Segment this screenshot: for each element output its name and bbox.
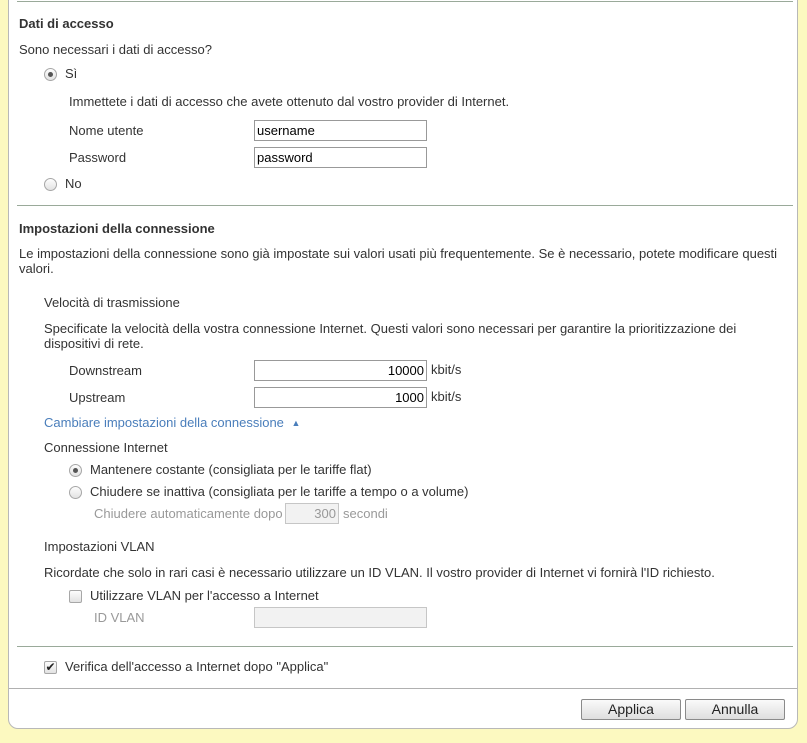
access-no-radio[interactable] — [44, 178, 57, 191]
vlan-id-label: ID VLAN — [94, 610, 145, 625]
close-inactive-radio[interactable] — [69, 486, 82, 499]
section-divider — [17, 205, 793, 206]
downstream-input[interactable]: 10000 — [254, 360, 427, 381]
access-question: Sono necessari i dati di accesso? — [19, 42, 212, 57]
downstream-label: Downstream — [69, 363, 142, 378]
username-input[interactable]: username — [254, 120, 427, 141]
access-no-label[interactable]: No — [65, 176, 82, 191]
keep-constant-label[interactable]: Mantenere costante (consigliata per le tariffe flat) — [90, 462, 372, 477]
auto-close-input[interactable]: 300 — [285, 503, 339, 524]
change-settings-link[interactable] — [44, 415, 300, 430]
password-label: Password — [69, 150, 127, 165]
auto-close-unit: secondi — [343, 506, 388, 521]
vlan-id-input[interactable] — [254, 607, 427, 628]
triangle-up-icon: ▲ — [291, 418, 301, 428]
keep-constant-radio[interactable] — [69, 464, 82, 477]
change-settings-label[interactable]: Cambiare impostazioni della connessione — [44, 415, 284, 430]
vlan-description: Ricordate che solo in rari casi è necessario utilizzare un ID VLAN. Il vostro provider di Internet vi fornirà l'ID richiesto. — [44, 565, 715, 580]
access-heading: Dati di accesso — [19, 16, 114, 31]
downstream-unit: kbit/s — [431, 362, 462, 377]
footer-divider — [9, 688, 797, 689]
verify-label[interactable]: Verifica dell'accesso a Internet dopo "Applica" — [65, 659, 329, 674]
close-inactive-label[interactable]: Chiudere se inattiva (consigliata per le tariffe a tempo o a volume) — [90, 484, 469, 499]
internet-connection-heading: Connessione Internet — [44, 440, 168, 455]
connection-description: Le impostazioni della connessione sono già impostate sui valori usati più frequentemente. Se è necessario, potete modificare questi valori. — [19, 246, 778, 276]
access-yes-label[interactable]: Sì — [65, 66, 78, 81]
apply-button[interactable]: Applica — [581, 699, 681, 720]
upstream-label: Upstream — [69, 390, 126, 405]
password-input[interactable]: password — [254, 147, 427, 168]
access-yes-radio[interactable] — [44, 68, 57, 81]
access-intro: Immettete i dati di accesso che avete ottenuto dal vostro provider di Internet. — [69, 94, 510, 109]
auto-close-label: Chiudere automaticamente dopo — [94, 506, 283, 521]
username-label: Nome utente — [69, 123, 144, 138]
top-divider — [17, 1, 793, 2]
settings-panel — [8, 0, 798, 729]
verify-divider — [17, 646, 793, 647]
use-vlan-label[interactable]: Utilizzare VLAN per l'accesso a Internet — [90, 588, 319, 603]
upstream-input[interactable]: 1000 — [254, 387, 427, 408]
speed-description: Specificate la velocità della vostra connessione Internet. Questi valori sono necessari per garantire la prioritizzazione dei dispositivi di rete. — [44, 321, 737, 351]
vlan-heading: Impostazioni VLAN — [44, 539, 155, 554]
cancel-button[interactable]: Annulla — [685, 699, 785, 720]
connection-heading: Impostazioni della connessione — [19, 221, 215, 236]
speed-heading: Velocità di trasmissione — [44, 295, 180, 310]
use-vlan-checkbox[interactable] — [69, 590, 82, 603]
upstream-unit: kbit/s — [431, 389, 462, 404]
verify-checkbox[interactable]: ✔ — [45, 660, 56, 674]
